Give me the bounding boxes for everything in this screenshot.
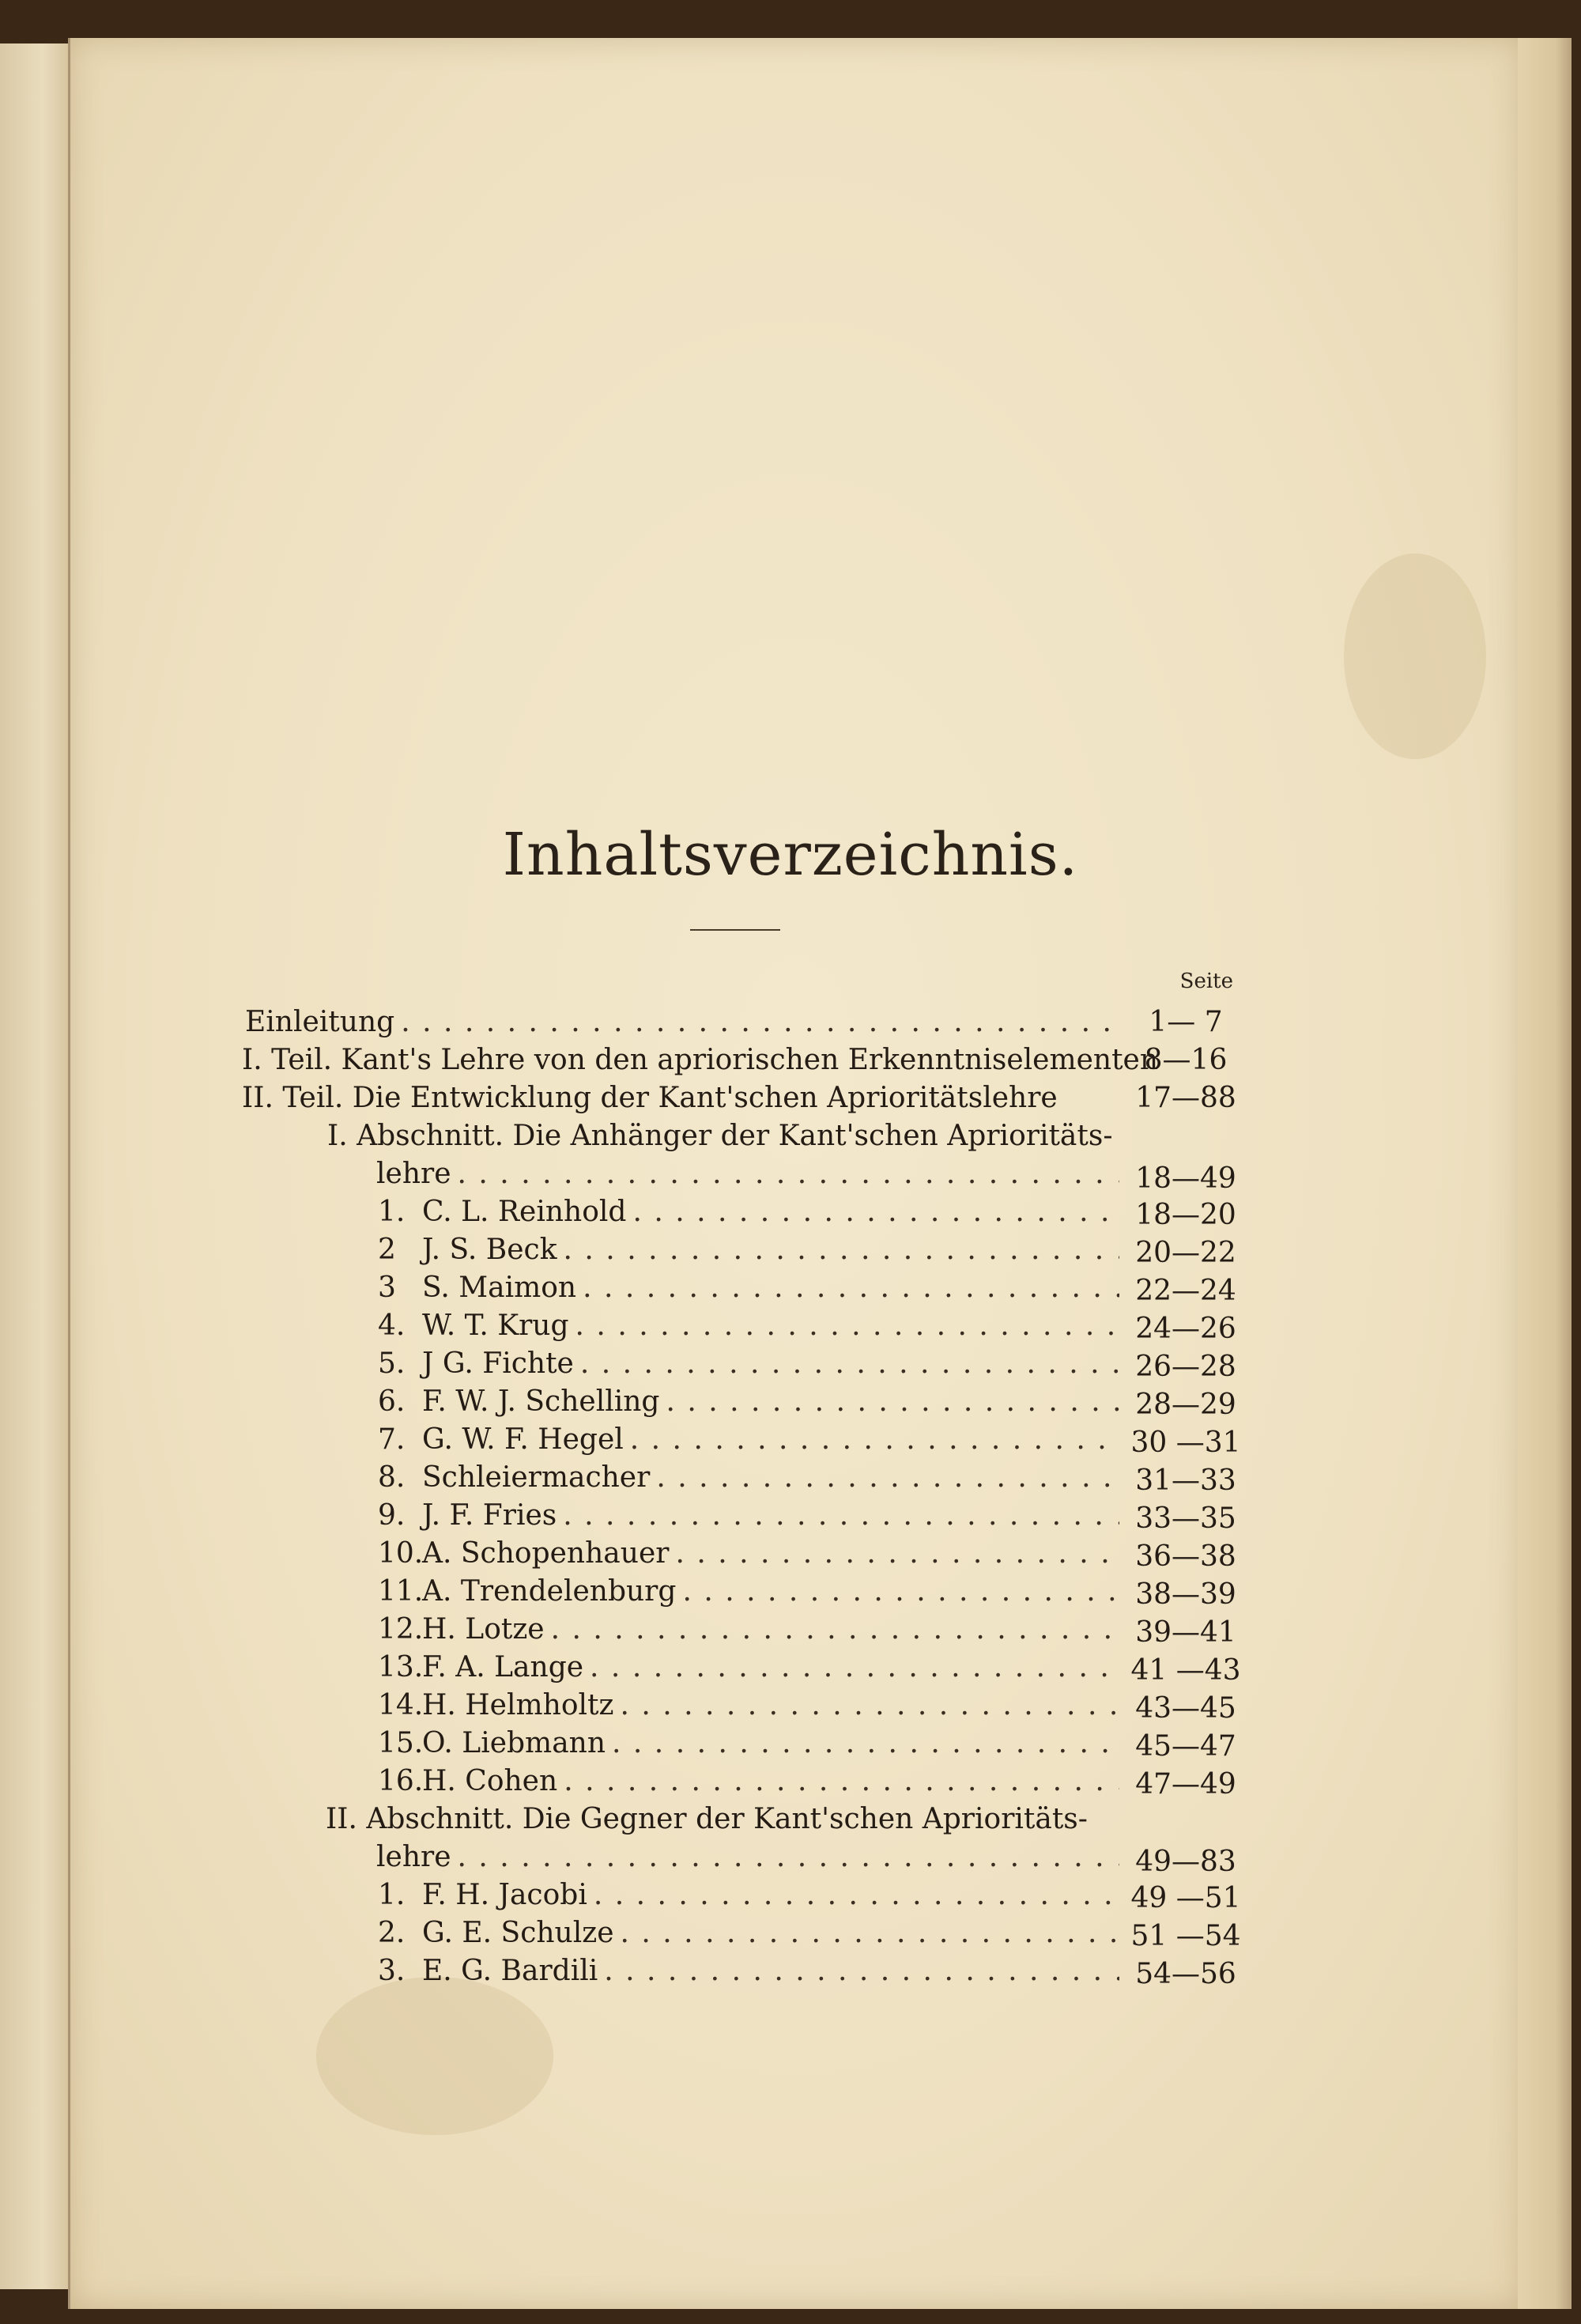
toc-entry-number: 1.	[378, 1196, 406, 1228]
dot-leader	[626, 1196, 1119, 1228]
toc-entry-pages: 28—29	[1135, 1389, 1236, 1421]
toc-entry-pages: 49 —51	[1130, 1882, 1241, 1914]
toc-entry-pages: 17—88	[1135, 1082, 1236, 1114]
toc-entry-pages: 41 —43	[1130, 1654, 1241, 1687]
toc-entry-label: G. W. F. Hegel	[422, 1423, 624, 1456]
toc-entry-number: 12.	[378, 1613, 424, 1646]
toc-entry-label: II. Abschnitt. Die Gegner der Kant'schen Aprioritäts-	[326, 1803, 1088, 1835]
toc-entry	[378, 1613, 1119, 1651]
toc-entry-label: I. Abschnitt. Die Anhänger der Kant'schen Aprioritäts-	[327, 1120, 1113, 1152]
toc-entry-number: 15.	[378, 1727, 424, 1759]
toc-entry-pages: 38—39	[1135, 1578, 1236, 1611]
toc-entry-label: O. Liebmann	[422, 1727, 606, 1759]
toc-entry-label: H. Helmholtz	[422, 1689, 614, 1721]
toc-entry	[378, 1347, 1119, 1385]
toc-entry-label: H. Cohen	[422, 1765, 558, 1797]
dot-leader	[659, 1385, 1119, 1418]
toc-entry-pages: 24—26	[1135, 1313, 1236, 1345]
toc-entry	[376, 1841, 1119, 1879]
dot-leader	[394, 1006, 1115, 1038]
toc-entry	[376, 1158, 1119, 1196]
toc-entry-number: 6.	[378, 1385, 406, 1418]
toc-entry-number: 2.	[378, 1917, 406, 1949]
toc-entry-number: 7.	[378, 1423, 406, 1456]
page-edge	[1518, 38, 1572, 2309]
toc-entry	[378, 1272, 1119, 1309]
toc-entry-label: lehre	[376, 1841, 451, 1873]
dot-leader	[650, 1461, 1119, 1494]
toc-entry-label: W. T. Krug	[422, 1309, 569, 1342]
toc-entry	[378, 1765, 1119, 1803]
toc-entry-pages: 22—24	[1135, 1275, 1236, 1307]
toc-entry	[378, 1689, 1119, 1727]
toc-entry	[378, 1917, 1119, 1955]
toc-entry-pages: 18—49	[1135, 1162, 1236, 1195]
toc-section-heading	[327, 1120, 1118, 1158]
toc-entry-number: 4.	[378, 1309, 406, 1342]
toc-section-heading	[326, 1803, 1116, 1841]
toc-entry-pages: 8—16	[1144, 1044, 1228, 1076]
toc-entry-number: 3	[378, 1272, 396, 1304]
paper-stain	[316, 1977, 553, 2135]
paper-stain	[1344, 554, 1486, 759]
toc-entry	[378, 1423, 1119, 1461]
dot-leader	[613, 1689, 1119, 1721]
toc-entry-label: J. S. Beck	[422, 1234, 557, 1266]
dot-leader	[557, 1765, 1119, 1797]
dot-leader	[576, 1272, 1119, 1304]
toc-entry	[378, 1879, 1119, 1917]
toc-entry-label: J G. Fichte	[422, 1347, 574, 1380]
toc-entry-label: S. Maimon	[422, 1272, 577, 1304]
toc-entry-label: Schleiermacher	[422, 1461, 651, 1494]
toc-entry-pages: 36—38	[1135, 1540, 1236, 1573]
toc-entry-pages: 49—83	[1135, 1846, 1236, 1878]
toc-entry	[242, 1082, 1119, 1120]
toc-entry-number: 9.	[378, 1499, 406, 1532]
toc-entry-label: H. Lotze	[422, 1613, 545, 1646]
toc-entry-pages: 51 —54	[1130, 1920, 1241, 1952]
toc-entry-number: 3.	[378, 1955, 406, 1987]
page-title: Inhaltsverzeichnis.	[502, 821, 1079, 889]
toc-entry-pages: 31—33	[1135, 1464, 1236, 1497]
toc-entry	[378, 1955, 1119, 1993]
toc-entry-pages: 26—28	[1135, 1351, 1236, 1383]
toc-entry-label: F. W. J. Schelling	[422, 1385, 660, 1418]
toc-entry-number: 10.	[378, 1537, 424, 1570]
dot-leader	[606, 1727, 1119, 1759]
toc-entry-pages: 18—20	[1135, 1199, 1236, 1231]
toc-entry-label: E. G. Bardili	[422, 1955, 598, 1987]
toc-entry-pages: 1— 7	[1149, 1006, 1223, 1038]
dot-leader	[557, 1499, 1119, 1532]
toc-entry-pages: 39—41	[1135, 1616, 1236, 1649]
toc-entry	[378, 1575, 1119, 1613]
dot-leader	[451, 1841, 1119, 1873]
toc-entry-number: 2	[378, 1234, 396, 1266]
dot-leader	[569, 1309, 1119, 1342]
toc-entry-label: lehre	[376, 1158, 451, 1190]
dot-leader	[583, 1651, 1119, 1683]
toc-entry-number: 8.	[378, 1461, 406, 1494]
toc-entry-label: G. E. Schulze	[422, 1917, 614, 1949]
toc-entry-pages: 43—45	[1135, 1692, 1236, 1725]
toc-entry-pages: 30 —31	[1130, 1427, 1241, 1459]
toc-entry	[378, 1461, 1119, 1499]
dot-leader	[676, 1575, 1119, 1608]
toc-entry-pages: 47—49	[1135, 1768, 1236, 1801]
toc-entry	[242, 1044, 1159, 1082]
toc-entry	[378, 1537, 1119, 1575]
toc-entry-pages: 20—22	[1135, 1237, 1236, 1269]
toc-entry-number: 13.	[378, 1651, 424, 1683]
toc-entry-label: A. Trendelenburg	[422, 1575, 677, 1608]
dot-leader	[669, 1537, 1119, 1570]
toc-entry-label: F. A. Lange	[422, 1651, 584, 1683]
toc-entry-number: 11.	[378, 1575, 424, 1608]
toc-entry-number: 5.	[378, 1347, 406, 1380]
toc-entry	[378, 1499, 1119, 1537]
toc-entry	[378, 1651, 1119, 1689]
left-facing-page	[0, 43, 73, 2289]
dot-leader	[545, 1613, 1119, 1646]
toc-entry	[378, 1727, 1119, 1765]
dot-leader	[451, 1158, 1119, 1190]
dot-leader	[557, 1234, 1119, 1266]
toc-entry	[378, 1309, 1119, 1347]
toc-entry-number: 14.	[378, 1689, 424, 1721]
dot-leader	[598, 1955, 1119, 1987]
toc-entry	[378, 1234, 1119, 1272]
title-divider	[690, 929, 780, 931]
toc-entry	[245, 1006, 1115, 1044]
toc-entry-label: F. H. Jacobi	[422, 1879, 587, 1911]
toc-entry	[378, 1385, 1119, 1423]
toc-entry	[378, 1196, 1119, 1234]
page-column-header: Seite	[1179, 969, 1233, 993]
dot-leader	[587, 1879, 1119, 1911]
dot-leader	[624, 1423, 1119, 1456]
toc-entry-number: 16.	[378, 1765, 424, 1797]
toc-entry-pages: 45—47	[1135, 1730, 1236, 1763]
toc-entry-label: Einleitung	[245, 1006, 395, 1038]
toc-entry-label: I. Teil. Kant's Lehre von den apriorischen Erkenntniselementen	[242, 1044, 1159, 1076]
toc-entry-label: J. F. Fries	[422, 1499, 557, 1532]
toc-entry-label: A. Schopenhauer	[422, 1537, 670, 1570]
toc-entry-number: 1.	[378, 1879, 406, 1911]
dot-leader	[614, 1917, 1119, 1949]
toc-entry-pages: 33—35	[1135, 1502, 1236, 1535]
toc-entry-label: C. L. Reinhold	[422, 1196, 627, 1228]
toc-entry-pages: 54—56	[1135, 1958, 1236, 1990]
dot-leader	[574, 1347, 1119, 1380]
toc-entry-label: II. Teil. Die Entwicklung der Kant'schen Aprioritätslehre	[242, 1082, 1058, 1114]
